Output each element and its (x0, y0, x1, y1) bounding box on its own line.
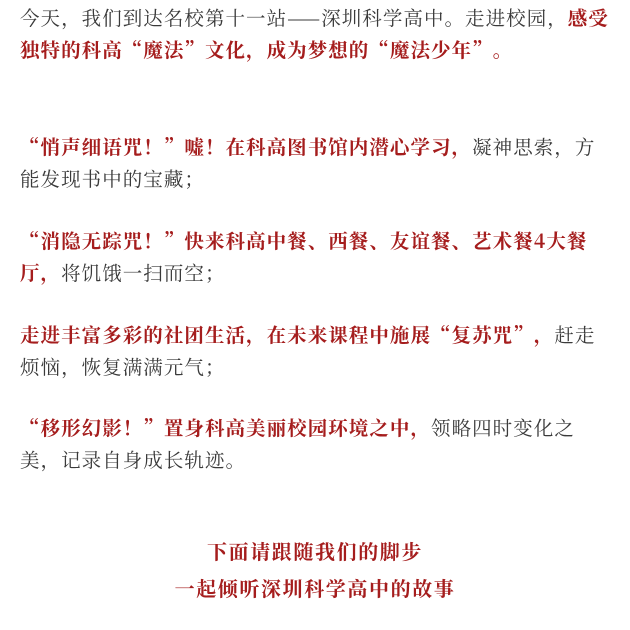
intro-text: 今天，我们到达名校第十一站——深圳科学高中。走进校园， (20, 3, 568, 31)
morph-spell-text: 领略四时变化之美，记录自身成长轨迹。 (20, 413, 575, 473)
vanish-spell-highlight: “消隐无踪咒！”快来科高中餐、西餐、友谊餐、艺术餐4大餐厅， (20, 226, 588, 286)
morph-spell-highlight: “移形幻影！”置身科高美丽校园环境之中， (20, 413, 432, 441)
paragraph-intro (20, 1, 612, 65)
closing-line-2: 一起倾听深圳科学高中的故事 (174, 573, 456, 602)
paragraph-vanish-spell (20, 224, 612, 288)
paragraph-revive-spell (20, 318, 612, 382)
paragraph-morph-spell (20, 411, 612, 475)
silence-spell-highlight: “悄声细语咒！”嘘！在科高图书馆内潜心学习， (20, 132, 473, 160)
revive-spell-highlight: 走进丰富多彩的社团生活，在未来课程中施展“复苏咒”， (20, 320, 555, 348)
closing-line-1: 下面请跟随我们的脚步 (207, 536, 423, 565)
vanish-spell-text: 将饥饿一扫而空； (61, 258, 226, 286)
paragraph-silence-spell (20, 130, 612, 194)
silence-spell-text: 凝神思索，方能发现书中的宝藏； (20, 132, 596, 192)
intro-highlight: 感受独特的科高“魔法”文化，成为梦想的“魔法少年”。 (20, 3, 609, 63)
revive-spell-text: 赶走烦恼，恢复满满元气； (20, 320, 596, 380)
